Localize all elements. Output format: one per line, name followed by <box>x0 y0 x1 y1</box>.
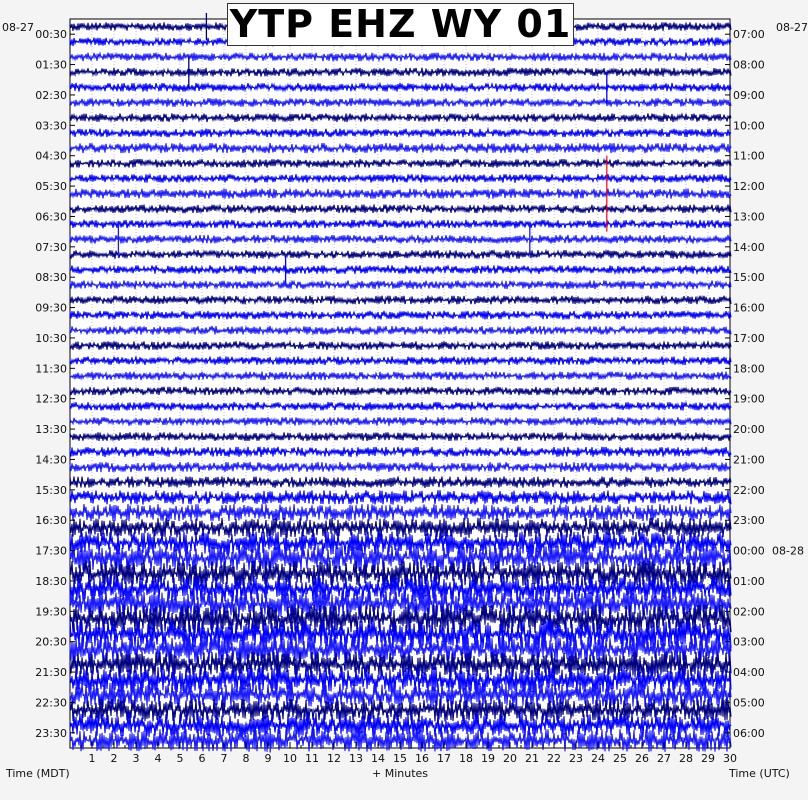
right-time-label: 19:00 <box>733 392 765 406</box>
x-tick-label: 17 <box>437 752 451 765</box>
x-tick-label: 19 <box>481 752 495 765</box>
left-time-label: 20:30 <box>35 635 67 649</box>
right-time-label: 03:00 <box>733 635 765 649</box>
x-tick-label: 23 <box>569 752 583 765</box>
left-time-label: 14:30 <box>35 453 67 467</box>
x-tick-label: 22 <box>547 752 561 765</box>
x-tick-label: 30 <box>723 752 737 765</box>
x-tick-label: 29 <box>701 752 715 765</box>
x-tick-label: 15 <box>393 752 407 765</box>
x-tick-label: 24 <box>591 752 605 765</box>
right-time-label: 00:00 <box>733 544 765 558</box>
left-time-label: 10:30 <box>35 331 67 345</box>
right-time-label: 08:00 <box>733 58 765 72</box>
x-tick-label: 2 <box>110 752 118 765</box>
left-time-label: 19:30 <box>35 605 67 619</box>
date-change-label: 08-28 <box>772 544 804 558</box>
right-time-label: 15:00 <box>733 271 765 285</box>
right-time-label: 07:00 <box>733 28 765 42</box>
right-time-label: 01:00 <box>733 574 765 588</box>
x-tick-label: 20 <box>503 752 517 765</box>
right-time-label: 14:00 <box>733 240 765 254</box>
left-time-label: 02:30 <box>35 88 67 102</box>
x-tick-label: 8 <box>242 752 250 765</box>
right-time-label: 04:00 <box>733 666 765 680</box>
left-time-label: 05:30 <box>35 180 67 194</box>
x-tick-label: 12 <box>327 752 341 765</box>
right-time-label: 09:00 <box>733 88 765 102</box>
x-tick-label: 14 <box>371 752 385 765</box>
left-time-label: 15:30 <box>35 483 67 497</box>
right-time-label: 05:00 <box>733 696 765 710</box>
left-time-label: 18:30 <box>35 574 67 588</box>
left-time-label: 13:30 <box>35 423 67 437</box>
left-time-label: 08:30 <box>35 271 67 285</box>
right-time-label: 11:00 <box>733 149 765 163</box>
x-tick-label: 11 <box>305 752 319 765</box>
left-time-label: 22:30 <box>35 696 67 710</box>
left-time-label: 04:30 <box>35 149 67 163</box>
chart-title-text: YTP EHZ WY 01 <box>229 2 572 46</box>
x-tick-label: 6 <box>198 752 206 765</box>
left-time-label: 11:30 <box>35 362 67 376</box>
chart-title <box>227 3 574 46</box>
x-tick-label: 27 <box>657 752 671 765</box>
right-time-label: 16:00 <box>733 301 765 315</box>
x-tick-label: 13 <box>349 752 363 765</box>
x-tick-label: 5 <box>176 752 184 765</box>
x-tick-label: 10 <box>283 752 297 765</box>
left-time-label: 09:30 <box>35 301 67 315</box>
date-left-label: 08-27 <box>2 21 34 34</box>
right-time-label: 02:00 <box>733 605 765 619</box>
left-time-label: 16:30 <box>35 514 67 528</box>
right-time-label: 21:00 <box>733 453 765 467</box>
left-time-label: 12:30 <box>35 392 67 406</box>
left-time-label: 06:30 <box>35 210 67 224</box>
left-axis-title: Time (MDT) <box>6 767 70 780</box>
right-time-label: 06:00 <box>733 726 765 740</box>
x-tick-label: 21 <box>525 752 539 765</box>
left-time-label: 07:30 <box>35 240 67 254</box>
x-tick-label: 3 <box>132 752 140 765</box>
x-tick-label: 7 <box>220 752 228 765</box>
x-tick-label: 16 <box>415 752 429 765</box>
left-time-label: 17:30 <box>35 544 67 558</box>
right-time-label: 22:00 <box>733 483 765 497</box>
right-time-label: 23:00 <box>733 514 765 528</box>
date-right-label: 08-27 <box>776 21 808 34</box>
left-time-label: 01:30 <box>35 58 67 72</box>
x-tick-label: 28 <box>679 752 693 765</box>
right-axis-title: Time (UTC) <box>729 767 790 780</box>
x-tick-label: 4 <box>154 752 162 765</box>
x-tick-label: 9 <box>264 752 272 765</box>
left-time-label: 21:30 <box>35 666 67 680</box>
left-time-label: 03:30 <box>35 119 67 133</box>
x-tick-label: 18 <box>459 752 473 765</box>
right-time-label: 18:00 <box>733 362 765 376</box>
left-time-label: 00:30 <box>35 28 67 42</box>
x-tick-label: 25 <box>613 752 627 765</box>
right-time-label: 20:00 <box>733 423 765 437</box>
right-time-label: 10:00 <box>733 119 765 133</box>
x-axis-title: + Minutes <box>372 767 429 780</box>
right-time-label: 17:00 <box>733 331 765 345</box>
x-tick-label: 1 <box>88 752 96 765</box>
left-time-label: 23:30 <box>35 726 67 740</box>
right-time-label: 13:00 <box>733 210 765 224</box>
right-time-label: 12:00 <box>733 180 765 194</box>
x-tick-label: 26 <box>635 752 649 765</box>
